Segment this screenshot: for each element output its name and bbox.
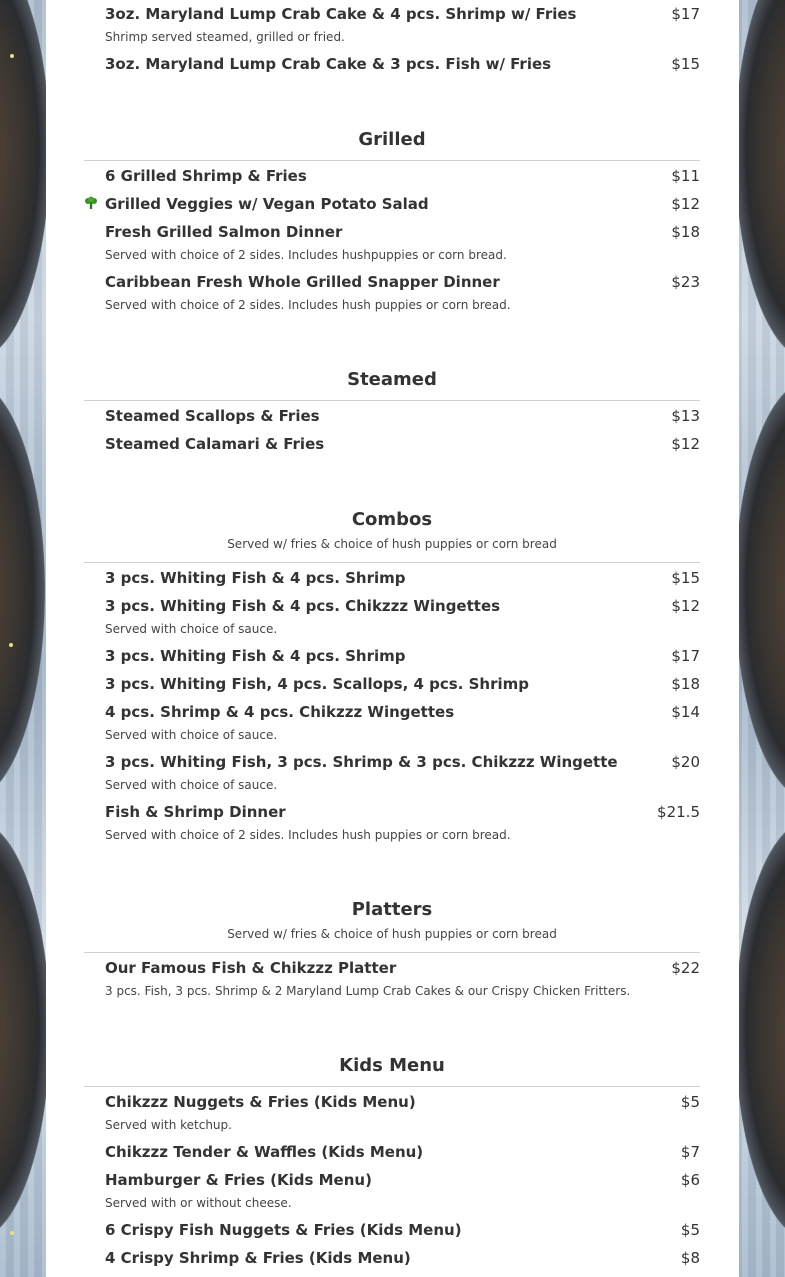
item-description: Served with choice of sauce. [105,622,278,636]
item-price: $14 [671,703,700,721]
item-price: $7 [680,1143,700,1161]
section-title: Combos [351,509,433,530]
item-description: Served with choice of 2 sides. Includes hush puppies or corn bread. [105,298,511,312]
item-name: Steamed Calamari & Fries [105,435,325,453]
broccoli-icon [84,196,98,210]
menu-item [105,703,700,727]
item-description: Served with choice of sauce. [105,728,278,742]
item-price: $23 [671,273,700,291]
plate-image [739,380,785,800]
item-name: Caribbean Fresh Whole Grilled Snapper Dinner [105,273,500,291]
item-description: Shrimp served steamed, grilled or fried. [105,30,345,44]
item-name: Chikzzz Tender & Waffles (Kids Menu) [105,1143,424,1161]
item-price: $18 [671,223,700,241]
item-name: Steamed Scallops & Fries [105,407,320,425]
plate-image [739,820,785,1240]
item-name: 3oz. Maryland Lump Crab Cake & 4 pcs. Shrimp w/ Fries [105,5,577,23]
item-name: 6 Crispy Fish Nuggets & Fries (Kids Menu) [105,1221,462,1239]
item-name: 4 pcs. Shrimp & 4 pcs. Chikzzz Wingettes [105,703,455,721]
item-price: $21.5 [657,803,700,821]
section-title: Grilled [358,129,426,150]
section-title: Steamed [347,369,437,390]
menu-item [105,675,700,699]
item-name: Fresh Grilled Salmon Dinner [105,223,343,241]
divider [84,160,700,161]
background-left [0,0,46,1277]
item-name: 3 pcs. Whiting Fish, 4 pcs. Scallops, 4 pcs. Shrimp [105,675,530,693]
menu-page [46,0,739,1277]
divider [84,1086,700,1087]
item-name: Hamburger & Fries (Kids Menu) [105,1171,372,1189]
menu-item [105,167,700,191]
item-price: $12 [671,435,700,453]
menu-item [105,1249,700,1273]
menu-item [105,753,700,777]
divider [84,952,700,953]
item-price: $15 [671,55,700,73]
menu-item [105,569,700,593]
menu-item [105,5,700,29]
menu-item [105,407,700,431]
divider [84,562,700,563]
section-subtitle: Served w/ fries & choice of hush puppies or corn bread [227,537,557,551]
item-description: 3 pcs. Fish, 3 pcs. Shrimp & 2 Maryland Lump Crab Cakes & our Crispy Chicken Fritters. [105,984,631,998]
item-name: 3 pcs. Whiting Fish, 3 pcs. Shrimp & 3 pcs. Chikzzz Wingette [105,753,618,771]
item-name: 6 Grilled Shrimp & Fries [105,167,307,185]
decor-dot [9,643,13,647]
plate-image [0,380,45,800]
item-description: Served with choice of sauce. [105,778,278,792]
plate-image [739,0,785,360]
item-name: 3 pcs. Whiting Fish & 4 pcs. Chikzzz Wingettes [105,597,501,615]
item-name: 3oz. Maryland Lump Crab Cake & 3 pcs. Fish w/ Fries [105,55,552,73]
item-price: $11 [671,167,700,185]
item-price: $8 [680,1249,700,1267]
item-price: $15 [671,569,700,587]
menu-item [105,1171,700,1195]
menu-item [105,55,700,79]
decor-dot [10,1231,14,1235]
menu-item [105,803,700,827]
section-title: Platters [351,899,433,920]
item-description: Served with or without cheese. [105,1196,292,1210]
decor-dot [10,54,14,58]
item-name: 3 pcs. Whiting Fish & 4 pcs. Shrimp [105,647,406,665]
background-right [739,0,785,1277]
menu-item [105,959,700,983]
menu-item [105,647,700,671]
item-price: $12 [671,195,700,213]
item-price: $13 [671,407,700,425]
menu-item [105,223,700,247]
item-price: $12 [671,597,700,615]
item-description: Served with ketchup. [105,1118,232,1132]
item-name: Our Famous Fish & Chikzzz Platter [105,959,397,977]
item-price: $5 [680,1221,700,1239]
plate-image [0,820,46,1240]
menu-item [105,273,700,297]
menu-item [105,1093,700,1117]
item-price: $5 [680,1093,700,1111]
menu-item [105,1221,700,1245]
menu-item [105,435,700,459]
item-name: Fish & Shrimp Dinner [105,803,286,821]
item-description: Served with choice of 2 sides. Includes hushpuppies or corn bread. [105,248,507,262]
menu-item [105,195,700,219]
item-price: $22 [671,959,700,977]
item-name: Chikzzz Nuggets & Fries (Kids Menu) [105,1093,416,1111]
section-subtitle: Served w/ fries & choice of hush puppies or corn bread [227,927,557,941]
item-name: Grilled Veggies w/ Vegan Potato Salad [105,195,429,213]
menu-item [105,1143,700,1167]
item-description: Served with choice of 2 sides. Includes hush puppies or corn bread. [105,828,511,842]
item-name: 3 pcs. Whiting Fish & 4 pcs. Shrimp [105,569,406,587]
item-price: $18 [671,675,700,693]
section-title: Kids Menu [339,1055,445,1076]
menu-item [105,597,700,621]
item-price: $17 [671,5,700,23]
plate-image [0,0,46,360]
item-price: $20 [671,753,700,771]
item-name: 4 Crispy Shrimp & Fries (Kids Menu) [105,1249,411,1267]
divider [84,400,700,401]
item-price: $6 [680,1171,700,1189]
item-price: $17 [671,647,700,665]
